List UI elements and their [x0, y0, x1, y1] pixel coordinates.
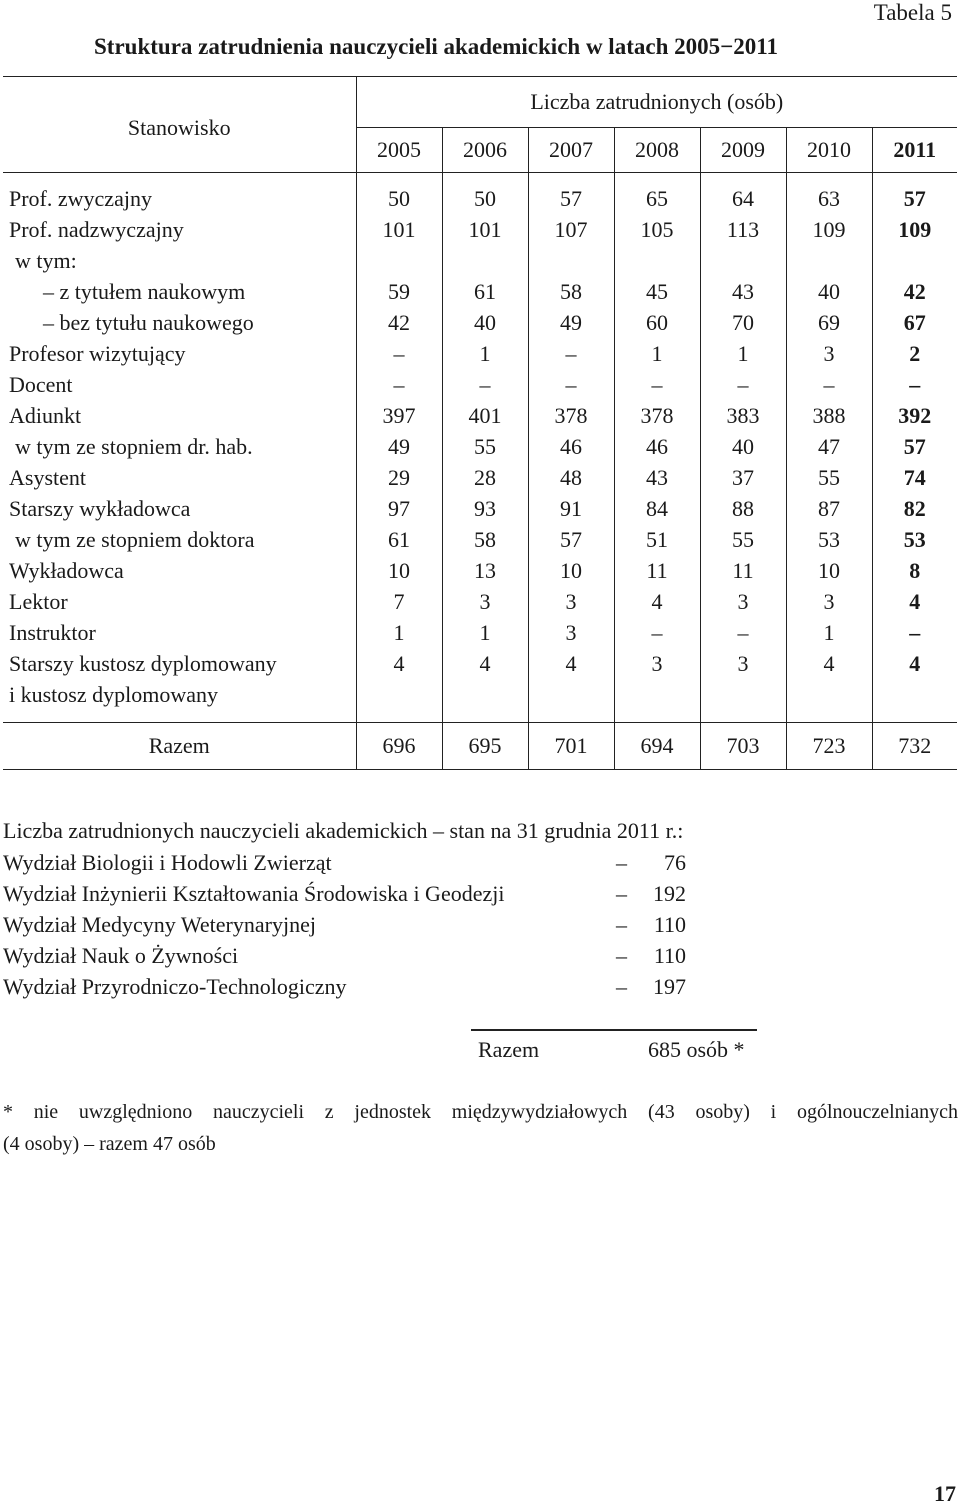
faculty-value: 110 — [653, 912, 686, 937]
table-row — [3, 617, 957, 648]
position-name: w tym: — [3, 245, 356, 276]
count-cell — [528, 679, 614, 710]
count-cell — [442, 679, 528, 710]
count-cell: 55 — [786, 462, 872, 493]
count-cell: – — [356, 338, 442, 369]
faculty-value: 192 — [653, 881, 686, 906]
count-cell: 101 — [356, 214, 442, 245]
count-cell: 1 — [442, 617, 528, 648]
liczba-header: Liczba zatrudnionych (osób) — [356, 77, 957, 128]
faculty-value: 76 — [664, 850, 686, 875]
count-cell: 67 — [903, 310, 926, 335]
count-cell: 60 — [614, 307, 700, 338]
spacer-row — [3, 710, 957, 723]
position-name: w tym ze stopniem dr. hab. — [3, 431, 356, 462]
count-cell: 63 — [786, 173, 872, 215]
count-cell: 51 — [614, 524, 700, 555]
count-cell: 43 — [700, 276, 786, 307]
count-cell: – — [356, 369, 442, 400]
table-number-label: Tabela 5 — [873, 0, 952, 25]
count-cell: – — [614, 617, 700, 648]
faculty-value: 110 — [653, 943, 686, 968]
total-cell: 694 — [614, 723, 700, 770]
count-cell: – — [614, 369, 700, 400]
faculty-name: Wydział Biologii i Hodowli Zwierząt — [3, 850, 332, 875]
faculty-name: Wydział Nauk o Żywności — [3, 943, 239, 968]
count-cell: – — [528, 338, 614, 369]
faculty-name: Wydział Inżynierii Kształtowania Środowiska i Geodezji — [3, 881, 505, 906]
table-row — [3, 173, 957, 215]
year-header: 2007 — [528, 128, 614, 173]
position-name: Prof. nadzwyczajny — [3, 214, 356, 245]
total-cell: 732 — [872, 723, 957, 770]
year-header: 2005 — [356, 128, 442, 173]
count-cell: 46 — [614, 431, 700, 462]
table-row — [3, 679, 957, 710]
count-cell: 87 — [786, 493, 872, 524]
count-cell — [614, 679, 700, 710]
count-cell: 378 — [614, 400, 700, 431]
total-cell: 701 — [528, 723, 614, 770]
count-cell: 1 — [786, 617, 872, 648]
position-name: Starszy kustosz dyplomowany — [3, 648, 356, 679]
year-header: 2011 — [872, 128, 957, 173]
table-row — [3, 648, 957, 679]
count-cell: 378 — [528, 400, 614, 431]
table-row — [3, 524, 957, 555]
faculty-count — [616, 943, 686, 969]
summary-heading: Liczba zatrudnionych nauczycieli akademickich – stan na 31 grudnia 2011 r.: — [3, 818, 684, 843]
table-row — [3, 462, 957, 493]
position-name: – bez tytułu naukowego — [3, 307, 356, 338]
stanowisko-header: Stanowisko — [3, 77, 356, 173]
count-cell: 1 — [700, 338, 786, 369]
count-cell: 46 — [528, 431, 614, 462]
count-cell: 105 — [614, 214, 700, 245]
count-cell: 48 — [528, 462, 614, 493]
count-cell: 4 — [356, 648, 442, 679]
count-cell: 57 — [528, 173, 614, 215]
faculty-count — [616, 881, 686, 907]
count-cell: 91 — [528, 493, 614, 524]
count-cell: 43 — [614, 462, 700, 493]
count-cell: 82 — [903, 496, 926, 521]
count-cell — [356, 245, 442, 276]
count-cell: 93 — [442, 493, 528, 524]
count-cell: 4 — [786, 648, 872, 679]
position-name: Adiunkt — [3, 400, 356, 431]
count-cell: 383 — [700, 400, 786, 431]
count-cell — [700, 679, 786, 710]
position-name: Wykładowca — [3, 555, 356, 586]
count-cell — [700, 245, 786, 276]
count-cell: 1 — [356, 617, 442, 648]
count-cell: 3 — [614, 648, 700, 679]
total-row — [3, 723, 957, 770]
total-cell: 703 — [700, 723, 786, 770]
count-cell: 101 — [442, 214, 528, 245]
count-cell: 4 — [614, 586, 700, 617]
position-name: w tym ze stopniem doktora — [3, 524, 356, 555]
count-cell — [442, 245, 528, 276]
faculty-value: 197 — [653, 974, 686, 999]
year-header: 2008 — [614, 128, 700, 173]
count-cell: 40 — [700, 431, 786, 462]
position-name: Instruktor — [3, 617, 356, 648]
count-cell: 388 — [786, 400, 872, 431]
year-header: 2010 — [786, 128, 872, 173]
count-cell: 59 — [356, 276, 442, 307]
count-cell: 11 — [614, 555, 700, 586]
count-cell: 109 — [786, 214, 872, 245]
footnote-line-2: (4 osoby) – razem 47 osób — [3, 1133, 216, 1155]
count-cell: 2 — [909, 341, 921, 366]
count-cell — [786, 679, 872, 710]
count-cell: 74 — [903, 465, 926, 490]
count-cell: 4 — [909, 651, 921, 676]
footnote-line-1: * nie uwzględniono nauczycieli z jednostek międzywydziałowych (43 osoby) i ogólnouczelnianych — [3, 1101, 958, 1123]
count-cell: 10 — [356, 555, 442, 586]
count-cell: 70 — [700, 307, 786, 338]
count-cell: 57 — [528, 524, 614, 555]
count-cell: 55 — [442, 431, 528, 462]
total-label: Razem — [3, 723, 356, 770]
count-cell: 88 — [700, 493, 786, 524]
count-cell: 57 — [903, 186, 926, 211]
position-name: – z tytułem naukowym — [3, 276, 356, 307]
table-row — [3, 555, 957, 586]
count-cell: – — [909, 620, 921, 645]
count-cell: 109 — [898, 217, 932, 242]
count-cell: 53 — [786, 524, 872, 555]
faculty-dash: – — [616, 974, 627, 999]
count-cell: – — [528, 369, 614, 400]
table-row — [3, 214, 957, 245]
count-cell: 13 — [442, 555, 528, 586]
page-number: 17 — [934, 1481, 956, 1506]
count-cell: 42 — [356, 307, 442, 338]
count-cell: 37 — [700, 462, 786, 493]
position-name: Lektor — [3, 586, 356, 617]
total-cell: 723 — [786, 723, 872, 770]
count-cell — [528, 245, 614, 276]
count-cell: 113 — [700, 214, 786, 245]
count-cell: 1 — [614, 338, 700, 369]
position-name: Starszy wykładowca — [3, 493, 356, 524]
count-cell: 61 — [442, 276, 528, 307]
count-cell: 3 — [442, 586, 528, 617]
table-row — [3, 369, 957, 400]
count-cell — [786, 245, 872, 276]
table-row — [3, 338, 957, 369]
count-cell: 61 — [356, 524, 442, 555]
count-cell: 4 — [528, 648, 614, 679]
count-cell: 8 — [909, 558, 921, 583]
count-cell: – — [909, 372, 921, 397]
count-cell: 42 — [903, 279, 926, 304]
count-cell: – — [786, 369, 872, 400]
position-name: Profesor wizytujący — [3, 338, 356, 369]
count-cell: 47 — [786, 431, 872, 462]
count-cell: 392 — [898, 403, 932, 428]
count-cell: 401 — [442, 400, 528, 431]
count-cell: 49 — [356, 431, 442, 462]
faculty-dash: – — [616, 850, 627, 875]
count-cell: 1 — [442, 338, 528, 369]
count-cell: 3 — [786, 338, 872, 369]
faculty-dash: – — [616, 912, 627, 937]
count-cell: 50 — [356, 173, 442, 215]
count-cell: 3 — [528, 586, 614, 617]
count-cell: 3 — [786, 586, 872, 617]
table-row — [3, 493, 957, 524]
employment-table — [3, 76, 957, 770]
count-cell: 97 — [356, 493, 442, 524]
summary-razem-label: Razem — [478, 1037, 540, 1062]
count-cell: 3 — [700, 586, 786, 617]
count-cell — [872, 245, 957, 276]
total-cell: 695 — [442, 723, 528, 770]
table-row — [3, 276, 957, 307]
year-header: 2006 — [442, 128, 528, 173]
count-cell — [872, 679, 957, 710]
faculty-name: Wydział Medycyny Weterynaryjnej — [3, 912, 316, 937]
count-cell: 40 — [442, 307, 528, 338]
count-cell: 29 — [356, 462, 442, 493]
count-cell: 49 — [528, 307, 614, 338]
count-cell: 69 — [786, 307, 872, 338]
count-cell: 4 — [909, 589, 921, 614]
count-cell: 53 — [903, 527, 926, 552]
faculty-count — [616, 912, 686, 938]
count-cell: 55 — [700, 524, 786, 555]
count-cell: 397 — [356, 400, 442, 431]
table-row — [3, 307, 957, 338]
count-cell: 45 — [614, 276, 700, 307]
faculty-count — [616, 974, 686, 1000]
table-title: Struktura zatrudnienia nauczycieli akademickich w latach 2005−2011 — [94, 34, 778, 59]
count-cell: – — [700, 617, 786, 648]
position-name: Prof. zwyczajny — [3, 173, 356, 215]
position-name: i kustosz dyplomowany — [3, 679, 356, 710]
count-cell: 57 — [903, 434, 926, 459]
faculty-count — [616, 850, 686, 876]
count-cell: 107 — [528, 214, 614, 245]
count-cell: 3 — [528, 617, 614, 648]
count-cell: 11 — [700, 555, 786, 586]
count-cell: 58 — [528, 276, 614, 307]
count-cell: 84 — [614, 493, 700, 524]
summary-razem-value: 685 osób * — [648, 1037, 745, 1062]
total-cell: 696 — [356, 723, 442, 770]
count-cell: 58 — [442, 524, 528, 555]
faculty-name: Wydział Przyrodniczo-Technologiczny — [3, 974, 347, 999]
count-cell — [356, 679, 442, 710]
position-name: Asystent — [3, 462, 356, 493]
count-cell — [614, 245, 700, 276]
count-cell: 4 — [442, 648, 528, 679]
count-cell: – — [442, 369, 528, 400]
year-header: 2009 — [700, 128, 786, 173]
position-name: Docent — [3, 369, 356, 400]
table-row — [3, 245, 957, 276]
count-cell: 10 — [786, 555, 872, 586]
count-cell: 64 — [700, 173, 786, 215]
sum-divider — [471, 1029, 757, 1031]
table-row — [3, 586, 957, 617]
count-cell: 7 — [356, 586, 442, 617]
count-cell: 40 — [786, 276, 872, 307]
table-row — [3, 400, 957, 431]
faculty-dash: – — [616, 943, 627, 968]
faculty-dash: – — [616, 881, 627, 906]
count-cell: 50 — [442, 173, 528, 215]
count-cell: 3 — [700, 648, 786, 679]
count-cell: – — [700, 369, 786, 400]
count-cell: 28 — [442, 462, 528, 493]
count-cell: 65 — [614, 173, 700, 215]
table-row — [3, 431, 957, 462]
count-cell: 10 — [528, 555, 614, 586]
